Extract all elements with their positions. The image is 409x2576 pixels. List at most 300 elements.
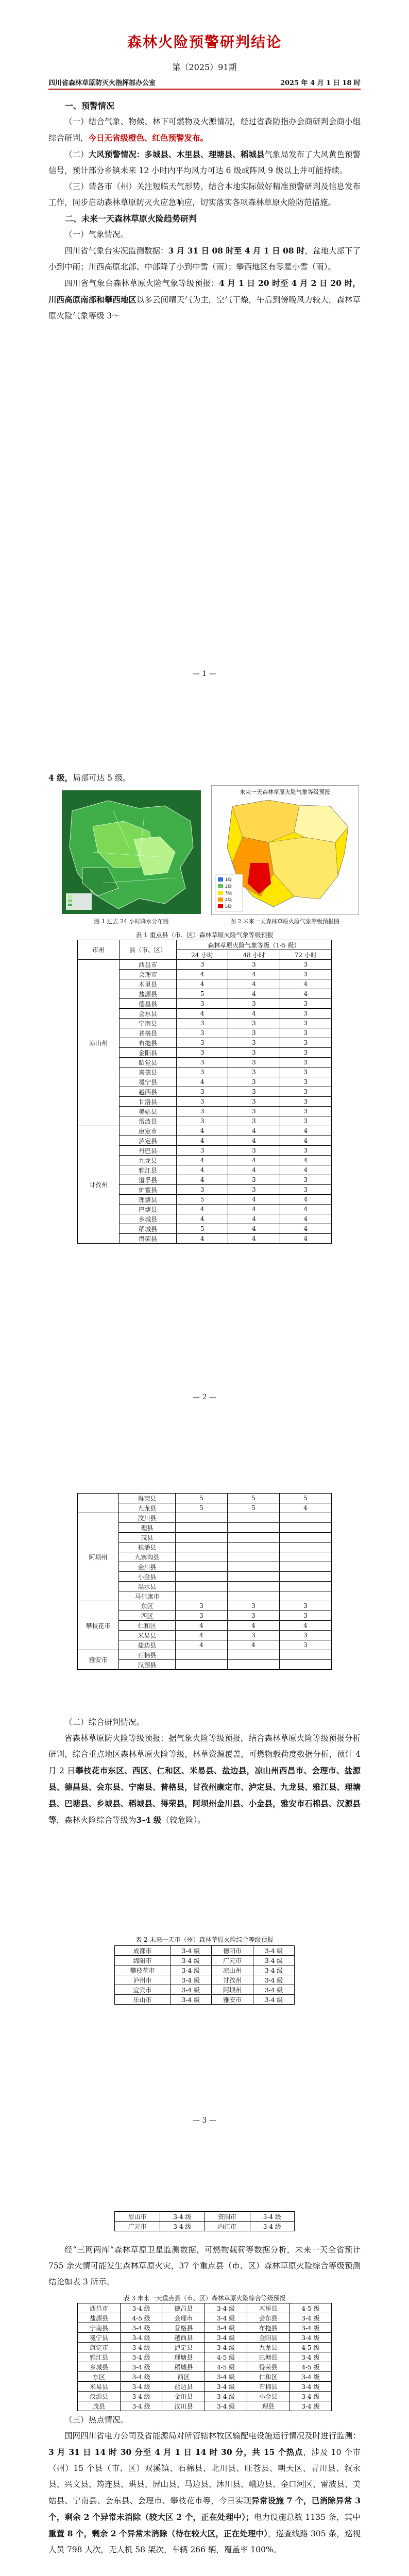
table-row (78, 2401, 332, 2411)
county-cell: 宁南县 (120, 1019, 177, 1028)
table-row (78, 2352, 332, 2362)
issue-number: 第（2025）91期 (172, 62, 237, 72)
table-3-title: 表 3 未来一天重点县（市、区）森林草原火险综合等级预报 (123, 2295, 286, 2302)
level-cell: 5 (280, 1494, 332, 1503)
table-row (78, 2372, 332, 2382)
level-cell (280, 1543, 332, 1552)
name-cell: 九龙县 (247, 2343, 289, 2352)
level-cell: 3-4 级 (171, 1946, 212, 1956)
level-cell (280, 1533, 332, 1543)
table-row (115, 1975, 295, 1985)
name-cell: 石棉县 (247, 2382, 289, 2392)
level-cell: 3 (228, 1601, 280, 1611)
level-cell: 3-4 级 (289, 2382, 331, 2392)
level-cell: 3-4 级 (289, 2333, 331, 2343)
name-cell: 冕宁县 (78, 2333, 121, 2343)
level-cell (176, 1582, 228, 1591)
county-cell: 道孚县 (120, 1175, 177, 1185)
name-cell: 广元市 (211, 1956, 253, 1965)
level-cell: 3-4 级 (121, 2323, 162, 2333)
level-cell: 3 (177, 1048, 228, 1058)
level-cell: 3 (228, 1019, 280, 1028)
level-cell: 3-4 级 (171, 1995, 212, 2005)
page-1 (0, 0, 409, 723)
table-row (115, 1985, 295, 1995)
level-cell: 3-4 级 (250, 2222, 294, 2231)
paragraph (48, 114, 361, 146)
level-cell: 3 (177, 999, 228, 1009)
col-header: 24 小时 (177, 950, 228, 960)
col-header: 森林草原火险气象等级（1-5 级） (177, 940, 332, 950)
county-cell: 盐边县 (119, 1640, 176, 1650)
page-number: — 1 — (193, 670, 216, 678)
bold-text: 3 月 31 日 14 时 30 分至 4 月 1 日 14 时 30 分，共 15 个热点 (48, 2447, 303, 2457)
level-cell: 3 (228, 1048, 280, 1058)
level-cell: 3-4 级 (171, 1956, 212, 1965)
table-row (78, 1126, 332, 1136)
county-cell: 喜德县 (120, 1067, 177, 1077)
level-cell: 4 (280, 979, 331, 989)
county-cell: 石棉县 (119, 1650, 176, 1660)
county-cell: 西昌市 (120, 960, 177, 970)
level-cell: 4 (177, 1175, 228, 1185)
name-cell: 西区 (162, 2372, 205, 2382)
level-cell: 3-4 级 (121, 2362, 162, 2372)
county-cell: 稻城县 (120, 1224, 177, 1234)
level-cell (176, 1513, 228, 1523)
level-cell: 4 (228, 1640, 280, 1650)
level-cell: 3 (280, 1009, 331, 1019)
level-cell: 4-5 级 (121, 2313, 162, 2323)
table-1-continued-body (78, 1494, 332, 1670)
table-2-title: 表 2 未来一天市（州）森林草原火险综合等级预报 (135, 1936, 274, 1943)
county-cell: 松潘县 (119, 1543, 176, 1552)
county-cell: 炉霍县 (120, 1185, 177, 1195)
level-cell: 3 (177, 1185, 228, 1195)
level-cell: 3 (177, 960, 228, 970)
county-cell: 雷波县 (120, 1116, 177, 1126)
level-cell: 3-4 级 (205, 2333, 247, 2343)
county-cell: 越西县 (120, 1087, 177, 1097)
table-row (115, 2222, 295, 2231)
county-cell: 得荣县 (120, 1234, 177, 1244)
table-row (78, 2343, 332, 2352)
table-row (115, 1946, 295, 1956)
level-cell: 3 (280, 1019, 331, 1028)
county-cell: 盐源县 (120, 989, 177, 999)
county-cell: 美姑县 (120, 1107, 177, 1116)
county-cell: 甘洛县 (120, 1097, 177, 1107)
level-cell: 4 (280, 1234, 331, 1244)
level-cell: 3-4 级 (160, 2222, 204, 2231)
document-title: 森林火险预警研判结论 (127, 33, 282, 50)
level-cell (176, 1591, 228, 1601)
name-cell: 盐边县 (162, 2382, 205, 2392)
name-cell: 米易县 (78, 2382, 121, 2392)
level-cell: 4 (177, 1156, 228, 1165)
level-cell: 3 (177, 1038, 228, 1048)
level-cell: 4 (280, 1156, 331, 1165)
fire-risk-map (211, 785, 359, 915)
level-cell: 3 (280, 1631, 332, 1640)
paragraph (48, 275, 361, 324)
name-cell: 凉山州 (211, 1965, 253, 1975)
fire-risk-map-svg (212, 786, 359, 914)
level-cell: 4 (177, 979, 228, 989)
level-cell: 3 (177, 1067, 228, 1077)
level-cell: 3-4 级 (253, 1985, 295, 1995)
level-cell: 3-4 级 (121, 2303, 162, 2313)
name-cell: 普格县 (162, 2323, 205, 2333)
page3-body (48, 1715, 361, 1828)
name-cell: 内江市 (204, 2222, 250, 2231)
page-4 (0, 2170, 409, 2576)
level-cell (176, 1543, 228, 1552)
level-cell: 4 (228, 1126, 280, 1136)
text: 局部可达 5 级。 (73, 773, 131, 783)
level-cell: 3 (280, 1640, 332, 1650)
level-cell: 3-4 级 (253, 1965, 295, 1975)
level-cell: 3 (177, 1028, 228, 1038)
level-cell (228, 1660, 280, 1670)
name-cell: 金阳县 (247, 2333, 289, 2343)
level-cell: 4 (228, 1156, 280, 1165)
level-cell (228, 1523, 280, 1533)
level-cell: 3-4 级 (121, 2352, 162, 2362)
level-cell: 3-4 级 (289, 2401, 331, 2411)
level-cell (176, 1572, 228, 1582)
name-cell: 理塘县 (162, 2352, 205, 2362)
name-cell: 乐山市 (115, 1995, 171, 2005)
county-cell: 德昌县 (120, 999, 177, 1009)
name-cell: 理县 (247, 2401, 289, 2411)
level-cell: 4 (176, 1640, 228, 1650)
paragraph (48, 146, 361, 179)
level-cell (228, 1543, 280, 1552)
level-cell: 3 (228, 1611, 280, 1621)
table-row (78, 1650, 332, 1660)
county-cell: 木里县 (120, 979, 177, 989)
table-row (115, 1965, 295, 1975)
level-cell: 3 (280, 1087, 331, 1097)
level-cell: 3 (280, 1146, 331, 1156)
table-row (78, 1513, 332, 1523)
level-cell (228, 1533, 280, 1543)
figure-1-caption: 图 1 过去 24 小时降水分布图 (94, 918, 169, 925)
figure-2-caption: 图 2 未来一天森林草原火险气象等级预报图 (230, 918, 339, 925)
bold-text: 异常设施 7 个，已消除异常 3 个，剩余 2 个异常未消除（较大区 2 个，正在处理中）； (48, 2496, 361, 2522)
level-cell (280, 1660, 332, 1670)
table-1-body (78, 960, 332, 1244)
level-cell: 4 (177, 1234, 228, 1244)
level-cell: 3 (280, 1116, 331, 1126)
table-row (78, 1494, 332, 1503)
sub-heading: （二）综合研判情况。 (64, 1718, 145, 1727)
table-row (78, 960, 332, 970)
level-cell: 4 (280, 989, 331, 999)
level-cell: 4 (177, 1126, 228, 1136)
level-cell: 3 (228, 1097, 280, 1107)
table-row (78, 2333, 332, 2343)
level-cell (280, 1650, 332, 1660)
map-legend (216, 874, 243, 911)
name-cell: 广元市 (115, 2222, 160, 2231)
org-date-line (48, 77, 361, 87)
name-cell: 乡城县 (78, 2362, 121, 2372)
table-row (78, 1601, 332, 1611)
name-cell: 西昌市 (78, 2303, 121, 2313)
county-cell: 理塘县 (120, 1195, 177, 1205)
name-cell: 金川县 (162, 2392, 205, 2401)
level-cell (280, 1591, 332, 1601)
level-cell: 3 (280, 1611, 332, 1621)
level-cell (280, 1572, 332, 1582)
county-cell: 理县 (119, 1523, 176, 1533)
level-cell: 4 (176, 1621, 228, 1631)
level-cell: 3 (177, 1019, 228, 1028)
name-cell: 成都市 (115, 1946, 171, 1956)
text: （较危险）。 (161, 1816, 206, 1825)
county-cell: 乡城县 (120, 1214, 177, 1224)
level-cell: 3-4 级 (289, 2352, 331, 2362)
level-cell: 3-4 级 (205, 2392, 247, 2401)
table-2-body (115, 1946, 295, 2005)
level-cell: 3 (177, 1107, 228, 1116)
text: 以多云间晴天气为主，空气干燥，午后到傍晚风力较大，森林草原火险气象等级 3～ (48, 295, 361, 320)
bold-text: 攀枝花市东区、西区、仁和区、米易县、盐边县，凉山州西昌市、会理市、盐源县、德昌县、会东县、宁南县、普格县，甘孜州康定市、泸定县、九龙县、雅江县、理塘县、巴塘县、乡城县、稻城县、得荣县，阿坝州金川县、小金县，雅安市石棉县、汉源县等 (48, 1766, 361, 1825)
name-cell: 甘孜州 (211, 1975, 253, 1985)
table-row (78, 2313, 332, 2323)
paragraph: （三）请各市（州）关注短临天气形势，结合本地实际做好精准预警研判及信息发布工作，同步启动森林草原防灭火应急响应，切实落实各项森林草原火险防范措施。 (48, 182, 361, 207)
city-cell: 阿坝州 (78, 1513, 119, 1601)
level-cell: 3 (280, 960, 331, 970)
text: 气象局发布了大风黄色预警信号，预计部分乡镇未来 12 小时内平均风力可达 6 级或阵风 9 级以上并可能持续。 (48, 150, 361, 175)
text: 四川省气象台森林草原火险气象等级预报： (64, 279, 219, 288)
name-cell: 泸州市 (115, 1975, 171, 1985)
issuing-org: 四川省森林草原防灭火指挥部办公室 (48, 79, 156, 87)
level-cell: 4 (177, 1136, 228, 1146)
county-cell: 普格县 (120, 1028, 177, 1038)
level-cell: 3 (177, 1146, 228, 1156)
level-cell: 4 (280, 1503, 332, 1513)
level-cell: 3-4 级 (289, 2313, 331, 2323)
level-cell: 3-4 级 (171, 1985, 212, 1995)
name-cell: 会东县 (247, 2313, 289, 2323)
section-heading: 二、未来一天森林草原火险趋势研判 (65, 214, 197, 224)
level-cell: 3 (177, 1116, 228, 1126)
level-cell: 3 (228, 1067, 280, 1077)
level-cell: 4 (280, 1205, 331, 1214)
city-cell: 雅安市 (78, 1650, 119, 1670)
precipitation-map (62, 790, 201, 914)
city-cell: 攀枝花市 (78, 1601, 119, 1650)
level-cell: 3 (228, 1175, 280, 1185)
level-cell (280, 1582, 332, 1591)
county-cell: 茂县 (119, 1533, 176, 1543)
text: 四川省气象台实况监测数据： (64, 246, 168, 256)
level-cell: 3-4 级 (205, 2343, 247, 2352)
level-cell: 5 (176, 1494, 228, 1503)
level-cell: 5 (228, 1494, 280, 1503)
table-3-body (78, 2303, 332, 2411)
level-cell: 4 (177, 1077, 228, 1087)
table-2-continued-body (115, 2212, 295, 2231)
county-cell: 会东县 (120, 1009, 177, 1019)
text: 电力设施总数 1135 条，其中 (253, 2513, 361, 2522)
level-cell: 4 (228, 979, 280, 989)
level-cell: 3 (176, 1601, 228, 1611)
text: ，森林火险综合等级为 (56, 1816, 137, 1825)
level-cell (176, 1552, 228, 1562)
level-cell: 4 (228, 970, 280, 979)
table-1-continued (77, 1493, 332, 1670)
level-cell: 3 (280, 1601, 332, 1611)
level-cell: 3-4 级 (289, 2323, 331, 2333)
col-header: 县（市、区） (120, 940, 177, 960)
level-cell (280, 1562, 332, 1572)
level-cell (228, 1582, 280, 1591)
level-cell: 3-4 级 (205, 2382, 247, 2392)
county-cell: 雅江县 (120, 1165, 177, 1175)
level-cell: 3 (280, 1067, 331, 1077)
county-cell: 金阳县 (120, 1048, 177, 1058)
level-cell: 4 (228, 1165, 280, 1175)
level-cell: 3 (177, 1058, 228, 1067)
level-cell: 4 (280, 1214, 331, 1224)
paragraph (48, 770, 361, 786)
level-cell: 3 (177, 1097, 228, 1107)
name-cell: 东区 (78, 2372, 121, 2382)
level-cell: 3-4 级 (121, 2382, 162, 2392)
name-cell: 盐源县 (78, 2313, 121, 2323)
level-cell: 3 (228, 1058, 280, 1067)
level-cell: 3-4 级 (289, 2392, 331, 2401)
level-cell: 4 (280, 1165, 331, 1175)
level-cell: 4 (177, 1214, 228, 1224)
text: ，巡查线路 305 条，巡视人员 798 人次，无人机 58 架次，车辆 266 辆，覆盖率 100%。 (48, 2529, 361, 2554)
level-cell: 4 (177, 1009, 228, 1019)
name-cell: 巴塘县 (247, 2352, 289, 2362)
table-2-continued (114, 2211, 295, 2231)
level-cell: 4 (176, 1631, 228, 1640)
name-cell: 阿坝州 (211, 1985, 253, 1995)
level-cell: 3 (280, 999, 331, 1009)
name-cell: 眉山市 (115, 2212, 160, 2222)
level-cell: 4 (280, 1195, 331, 1205)
page-2 (0, 723, 409, 1447)
level-cell: 3-4 级 (121, 2401, 162, 2411)
text: （二） (64, 150, 89, 159)
county-cell: 马尔康市 (119, 1591, 176, 1601)
red-divider (48, 89, 361, 90)
name-cell: 布拖县 (247, 2323, 289, 2333)
level-cell: 3 (228, 1077, 280, 1087)
level-cell: 3 (177, 1087, 228, 1097)
county-cell: 东区 (119, 1601, 176, 1611)
highlight-text: 今日无省级橙色、红色预警发布。 (88, 133, 209, 143)
table-row (78, 2392, 332, 2401)
paragraph: 经“三网两库”森林草原卫星监测数据，可燃物载荷等数据分析，未来一天全省预计 755 余火情可能发生森林草原火灾，37 个重点县（市、区）森林草原火险综合等级预测结论如表 3 所示。 (48, 2245, 361, 2286)
level-cell (176, 1562, 228, 1572)
level-cell: 3-4 级 (253, 1946, 295, 1956)
level-cell (228, 1572, 280, 1582)
level-cell: 3 (228, 1116, 280, 1126)
level-cell: 4-5 级 (289, 2362, 331, 2372)
level-cell: 4 (228, 1234, 280, 1244)
bold-text: 4 级， (48, 773, 73, 783)
level-cell: 5 (228, 1503, 280, 1513)
county-cell: 九龙县 (119, 1503, 176, 1513)
paragraph (48, 2428, 361, 2558)
text: ，涉及 10 个市（州）15 个县（市、区）双溪镇、石棉县、北川县、旺苍县、朝天区、青川县、叙永县、兴文县、筠连县、珙县、屏山县、马边县、沐川县、峨边县、金口河区、雷波县、美姑县、宁南县、会东县、会理市、攀枝花市等，今日实现 (48, 2448, 361, 2505)
level-cell: 3-4 级 (205, 2372, 247, 2382)
level-cell: 3-4 级 (121, 2343, 162, 2352)
name-cell: 宁南县 (78, 2323, 121, 2333)
col-header: 48 小时 (228, 950, 280, 960)
level-cell: 4 (228, 1224, 280, 1234)
bold-text: 大风预警情况： (88, 149, 145, 159)
county-cell: 西区 (119, 1611, 176, 1621)
level-cell: 4-5 级 (205, 2362, 247, 2372)
level-cell: 3-4 级 (250, 2212, 294, 2222)
county-cell: 汉源县 (119, 1660, 176, 1670)
level-cell: 3 (280, 1077, 331, 1087)
table-row (115, 2212, 295, 2222)
level-cell (176, 1523, 228, 1533)
name-cell: 绵阳市 (115, 1956, 171, 1965)
table-row (115, 1995, 295, 2005)
level-cell: 3 (228, 1107, 280, 1116)
level-cell: 3-4 级 (160, 2212, 204, 2222)
table-row (78, 2323, 332, 2333)
level-cell: 3 (280, 1097, 331, 1107)
text: （一）结合气象、物候、林下可燃物及火源情况，经过省森防指办会商研判会商小组综合研判， (48, 117, 361, 143)
level-cell: 4 (228, 1136, 280, 1146)
city-cell (78, 1494, 119, 1513)
legend-level-3: 3级 (225, 891, 232, 895)
name-cell: 资阳市 (204, 2212, 250, 2222)
level-cell: 4 (228, 1214, 280, 1224)
level-cell: 3 (280, 1058, 331, 1067)
county-cell: 会理市 (120, 970, 177, 979)
county-cell: 小金县 (119, 1572, 176, 1582)
sub-heading: （三）热点情况。 (64, 2415, 129, 2425)
level-cell: 3-4 级 (205, 2313, 247, 2323)
table-2 (114, 1945, 295, 2005)
county-cell: 昭觉县 (120, 1058, 177, 1067)
paragraph (48, 1731, 361, 1828)
text: 省森林草原防火险等级预报：据气象火险等级预报，结合森林草原火险等级预报分析研判，综合重点地区森林草原火险等级，林草资源覆盖，可燃物载荷度数据分析，预计 4 月 2 日 (48, 1734, 361, 1775)
bold-text: 重置 8 个，剩余 2 个异常未消除（待在较大区，正在处理中） (48, 2529, 268, 2538)
county-cell: 巴塘县 (120, 1205, 177, 1214)
level-cell: 4-5 级 (289, 2303, 331, 2313)
level-cell: 3 (280, 1038, 331, 1048)
legend-level-4: 4级 (225, 897, 232, 902)
level-cell (228, 1513, 280, 1523)
county-cell: 汶川县 (119, 1513, 176, 1523)
map-title: 未来一天森林草原火险气象等级预报 (240, 789, 330, 795)
county-cell: 布拖县 (120, 1038, 177, 1048)
level-cell: 3 (228, 1185, 280, 1195)
name-cell: 汉源县 (78, 2392, 121, 2401)
text: 国网四川省电力公司及省能源局对所管辖林牧区输配电设施运行情况及时进行监测： (64, 2431, 361, 2441)
page4-body-b (48, 2412, 361, 2558)
level-cell: 4 (280, 1136, 331, 1146)
name-cell: 雅江县 (78, 2352, 121, 2362)
level-cell: 5 (177, 989, 228, 999)
level-cell: 3 (228, 1087, 280, 1097)
level-cell (280, 1523, 332, 1533)
